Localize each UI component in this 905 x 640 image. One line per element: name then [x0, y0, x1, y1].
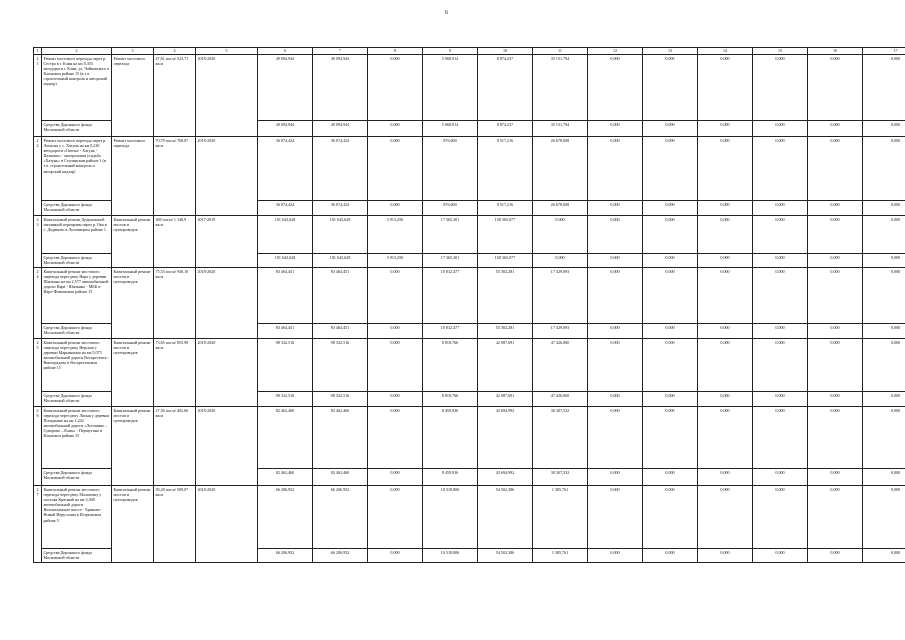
column-number: 9 — [423, 48, 478, 55]
amount-cell: 0,000 — [808, 324, 863, 339]
amount-cell: 82 462,460 — [258, 469, 313, 486]
amount-cell: 8 818,766 — [423, 339, 478, 392]
amount-cell: 0,000 — [808, 137, 863, 201]
amount-cell: 181 643,628 — [313, 254, 368, 268]
amount-cell: 0,000 — [643, 121, 698, 137]
row-number: 24 — [34, 268, 42, 339]
amount-cell: 5 068,914 — [423, 121, 478, 137]
period: 2018-2020 — [196, 339, 258, 407]
amount-cell: 0,000 — [643, 324, 698, 339]
amount-cell: 0,000 — [368, 407, 423, 469]
amount-cell: 0,000 — [753, 324, 808, 339]
amount-cell: 54 502,386 — [478, 486, 533, 549]
work-type: Капитальный ремонт мостов и путепроводов — [112, 407, 154, 486]
amount-cell: 17 365,301 — [423, 216, 478, 254]
amount-cell: 0,000 — [863, 254, 905, 268]
amount-cell: 17 329,693 — [533, 324, 588, 339]
period: 2018-2020 — [196, 407, 258, 486]
amount-cell: 0,000 — [698, 254, 753, 268]
amount-cell: 17 329,693 — [533, 268, 588, 324]
amount-cell: 98 332,516 — [313, 392, 368, 407]
amount-cell: 26 678,608 — [533, 201, 588, 216]
amount-cell: 83 464,451 — [258, 268, 313, 324]
amount-cell: 0,000 — [368, 549, 423, 563]
amount-cell: 36 074,424 — [313, 201, 368, 216]
amount-cell: 8 874,237 — [478, 121, 533, 137]
amount-cell: 0,000 — [698, 268, 753, 324]
amount-cell: 8 517,216 — [478, 137, 533, 201]
row-number: 26 — [34, 407, 42, 486]
table-row — [34, 407, 905, 469]
amount-cell: 0,000 — [588, 392, 643, 407]
period: 2018-2020 — [196, 268, 258, 339]
amount-cell: 0,000 — [643, 268, 698, 324]
column-number: 8 — [368, 48, 423, 55]
amount-cell: 0,000 — [863, 55, 905, 121]
period: 2018-2020 — [196, 137, 258, 216]
amount-cell: 0,000 — [698, 137, 753, 201]
amount-cell: 82 462,460 — [258, 407, 313, 469]
amount-cell: 0,000 — [808, 201, 863, 216]
amount-cell: 98 332,516 — [258, 339, 313, 392]
amount-cell: 0,000 — [588, 469, 643, 486]
amount-cell: 1 385,761 — [533, 549, 588, 563]
object-name: Капитальный ремонт мостового перехода через реку Малаговку у поселка Красный на км 3,300 автомобильной дороги Волоколамское шоссе - Брыково - Новый Иерусалим в Истринском районе 5 — [42, 486, 112, 549]
amount-cell: 0,000 — [863, 549, 905, 563]
amount-cell: 0,000 — [863, 339, 905, 392]
amount-cell: 0,000 — [808, 392, 863, 407]
amount-cell: 0,000 — [588, 407, 643, 469]
amount-cell: 158 365,077 — [478, 254, 533, 268]
funding-source: Средства Дорожного фонда Московской области — [42, 121, 112, 137]
work-type: Ремонт мостового перехода — [112, 137, 154, 216]
table-row — [34, 339, 905, 392]
amount-cell: 0,000 — [643, 486, 698, 549]
row-number: 22 — [34, 137, 42, 216]
amount-cell: 82 462,460 — [313, 407, 368, 469]
table-row — [34, 55, 905, 121]
amount-cell: 0,000 — [863, 216, 905, 254]
amount-cell: 83 464,451 — [313, 324, 368, 339]
amount-cell: 0,000 — [753, 469, 808, 486]
amount-cell: 30 307,532 — [533, 469, 588, 486]
amount-cell: 0,000 — [698, 324, 753, 339]
amount-cell: 10 318,806 — [423, 486, 478, 549]
amount-cell: 0,000 — [588, 268, 643, 324]
amount-cell: 0,000 — [643, 216, 698, 254]
amount-cell: 0,000 — [808, 121, 863, 137]
capacity: 47,61 пог.м/ 523,71 кв.м — [154, 55, 196, 137]
amount-cell: 0,000 — [808, 268, 863, 324]
amount-cell: 0,000 — [808, 469, 863, 486]
row-number: 25 — [34, 339, 42, 407]
funding-source: Средства Дорожного фонда Московской области — [42, 201, 112, 216]
amount-cell: 0,000 — [808, 549, 863, 563]
amount-cell: 0,000 — [698, 339, 753, 392]
column-number: 10 — [478, 48, 533, 55]
table-row — [34, 486, 905, 549]
amount-cell: 0,000 — [368, 55, 423, 121]
amount-cell: 8 818,766 — [423, 392, 478, 407]
amount-cell: 0,000 — [698, 216, 753, 254]
work-type: Капитальный ремонт мостов и путепроводов — [112, 216, 154, 268]
amount-cell: 0,000 — [863, 407, 905, 469]
amount-cell: 0,000 — [863, 121, 905, 137]
amount-cell: 8 459,936 — [423, 469, 478, 486]
amount-cell: 0,000 — [588, 55, 643, 121]
amount-cell: 66 206,952 — [313, 549, 368, 563]
amount-cell: 5 068,914 — [423, 55, 478, 121]
amount-cell: 0,000 — [368, 339, 423, 392]
amount-cell: 0,000 — [643, 137, 698, 201]
amount-cell: 0,000 — [643, 549, 698, 563]
amount-cell: 0,000 — [588, 121, 643, 137]
amount-cell: 66 206,952 — [258, 486, 313, 549]
object-name: Капитальный ремонт Дединовской наплавной переправы через р. Ока в с. Дединово в Луховицком районе 1 — [42, 216, 112, 254]
amount-cell: 0,000 — [588, 254, 643, 268]
amount-cell: 0,000 — [368, 324, 423, 339]
amount-cell: 42 087,691 — [478, 339, 533, 392]
amount-cell: 43 694,992 — [478, 469, 533, 486]
table-row — [34, 268, 905, 324]
amount-cell: 30 307,532 — [533, 407, 588, 469]
amount-cell: 0,000 — [863, 137, 905, 201]
amount-cell: 0,000 — [863, 201, 905, 216]
amount-cell: 0,000 — [368, 137, 423, 201]
column-number: 12 — [588, 48, 643, 55]
amount-cell: 0,000 — [588, 339, 643, 392]
amount-cell: 49 094,944 — [258, 121, 313, 137]
amount-cell: 0,000 — [753, 407, 808, 469]
amount-cell: 0,000 — [753, 201, 808, 216]
column-number: 14 — [698, 48, 753, 55]
column-number: 4 — [154, 48, 196, 55]
amount-cell: 181 643,628 — [258, 254, 313, 268]
amount-cell: 0,000 — [753, 137, 808, 201]
amount-cell: 181 643,628 — [313, 216, 368, 254]
amount-cell: 0,000 — [588, 201, 643, 216]
funding-source: Средства Дорожного фонда Московской области — [42, 549, 112, 563]
amount-cell: 0,000 — [863, 268, 905, 324]
amount-cell: 0,000 — [643, 201, 698, 216]
amount-cell: 0,000 — [588, 486, 643, 549]
amount-cell: 0,000 — [368, 201, 423, 216]
amount-cell: 55 302,281 — [478, 268, 533, 324]
amount-cell: 1 385,761 — [533, 486, 588, 549]
work-type: Капитальный ремонт мостов и путепроводов — [112, 268, 154, 339]
amount-cell: 0,000 — [753, 254, 808, 268]
column-number: 2 — [42, 48, 112, 55]
amount-cell: 36 074,424 — [258, 137, 313, 201]
amount-cell: 0,000 — [753, 549, 808, 563]
amount-cell: 0,000 — [533, 216, 588, 254]
amount-cell: 98 332,516 — [258, 392, 313, 407]
amount-cell: 0,000 — [588, 549, 643, 563]
amount-cell: 0,000 — [588, 324, 643, 339]
amount-cell: 35 151,794 — [533, 55, 588, 121]
amount-cell: 66 206,952 — [258, 549, 313, 563]
period: 2018-2020 — [196, 55, 258, 137]
amount-cell: 0,000 — [588, 216, 643, 254]
amount-cell: 49 094,944 — [313, 55, 368, 121]
amount-cell: 10 832,477 — [423, 324, 478, 339]
funding-source: Средства Дорожного фонда Московской области — [42, 324, 112, 339]
amount-cell: 49 094,944 — [258, 55, 313, 121]
amount-cell: 36 074,424 — [313, 137, 368, 201]
capacity: 39,28 пог.м/ 509,07 кв.м — [154, 486, 196, 563]
amount-cell: 0,000 — [368, 486, 423, 549]
capacity: 73,65 пог.м/ 855,90 кв.м — [154, 339, 196, 407]
amount-cell: 5 913,250 — [368, 216, 423, 254]
amount-cell: 8 874,237 — [478, 55, 533, 121]
amount-cell: 5 913,250 — [368, 254, 423, 268]
amount-cell: 0,000 — [698, 201, 753, 216]
amount-cell: 0,000 — [643, 407, 698, 469]
amount-cell: 17 365,301 — [423, 254, 478, 268]
amount-cell: 66 206,952 — [313, 486, 368, 549]
amount-cell: 0,000 — [368, 392, 423, 407]
amount-cell: 0,000 — [808, 254, 863, 268]
amount-cell: 83 464,451 — [258, 324, 313, 339]
amount-cell: 47 426,060 — [533, 339, 588, 392]
page-number: 6 — [445, 10, 448, 16]
amount-cell: 36 074,424 — [258, 201, 313, 216]
column-number: 3 — [112, 48, 154, 55]
amount-cell: 54 502,386 — [478, 549, 533, 563]
amount-cell: 0,000 — [643, 392, 698, 407]
amount-cell: 26 678,608 — [533, 137, 588, 201]
amount-cell: 98 332,516 — [313, 339, 368, 392]
amount-cell: 0,000 — [808, 407, 863, 469]
amount-cell: 35 151,794 — [533, 121, 588, 137]
amount-cell: 10 832,477 — [423, 268, 478, 324]
work-type: Ремонт мостового перехода — [112, 55, 154, 137]
capacity: 75,53 пог.м/ 940,10 кв.м — [154, 268, 196, 339]
funding-source: Средства Дорожного фонда Московской области — [42, 469, 112, 486]
amount-cell: 181 643,628 — [258, 216, 313, 254]
column-number: 7 — [313, 48, 368, 55]
object-name: Капитальный ремонт мостового перехода через реку Нерская у деревни Марьинкино на км 5,075 автомобильной дороги Воскресенск - Виноградово в Воскресенском районе 15 — [42, 339, 112, 392]
object-name: Ремонт мостового перехода через р. Сестра в г. Клин на км 0,355 автодороги г. Клин, ул. Чайковского в Клинском районе 15 (в т.ч. строительный контроль и авторский надзор) — [42, 55, 112, 121]
column-number: 17 — [863, 48, 905, 55]
amount-cell: 158 365,077 — [478, 216, 533, 254]
column-number: 6 — [258, 48, 313, 55]
amount-cell: 0,000 — [698, 55, 753, 121]
amount-cell: 0,000 — [643, 339, 698, 392]
amount-cell: 0,000 — [643, 469, 698, 486]
amount-cell: 0,000 — [863, 392, 905, 407]
amount-cell: 0,000 — [698, 486, 753, 549]
column-number: 13 — [643, 48, 698, 55]
amount-cell: 0,000 — [698, 392, 753, 407]
amount-cell: 47 426,060 — [533, 392, 588, 407]
table-row — [34, 216, 905, 254]
capacity: 300 пог.м/ 1 140,9 кв.м — [154, 216, 196, 268]
amount-cell: 83 464,451 — [313, 268, 368, 324]
amount-cell: 0,000 — [808, 486, 863, 549]
column-number: 15 — [753, 48, 808, 55]
table-row — [34, 137, 905, 201]
amount-cell: 0,000 — [863, 324, 905, 339]
amount-cell: 876,600 — [423, 137, 478, 201]
amount-cell: 42 087,691 — [478, 392, 533, 407]
column-number-row — [34, 48, 905, 55]
amount-cell: 0,000 — [643, 55, 698, 121]
row-number: 27 — [34, 486, 42, 563]
amount-cell: 8 459,936 — [423, 407, 478, 469]
object-name: Ремонт мостового перехода через р. Лопасня у с. Хатунь на км 0,230 автодороги «Ополье - Хатунь - Палкино» - центральная усадьба «Хатунь» в Ступинском районе 1 (в т.ч. строительный контроль и авторский надзор) — [42, 137, 112, 201]
funding-source: Средства Дорожного фонда Московской области — [42, 254, 112, 268]
column-number: 16 — [808, 48, 863, 55]
capacity: 27,56 пог.м/ 402,66 кв.м — [154, 407, 196, 486]
amount-cell: 0,000 — [753, 268, 808, 324]
funding-source: Средства Дорожного фонда Московской области — [42, 392, 112, 407]
work-type: Капитальный ремонт мостов и путепроводов — [112, 486, 154, 563]
amount-cell: 0,000 — [643, 254, 698, 268]
amount-cell: 0,000 — [698, 121, 753, 137]
work-type: Капитальный ремонт мостов и путепроводов — [112, 339, 154, 407]
amount-cell: 8 517,216 — [478, 201, 533, 216]
amount-cell: 0,000 — [753, 339, 808, 392]
amount-cell: 0,000 — [753, 121, 808, 137]
amount-cell: 0,000 — [368, 268, 423, 324]
capacity: 70,79 пог.м/ 768,07 кв.м — [154, 137, 196, 216]
amount-cell: 0,000 — [753, 55, 808, 121]
amount-cell: 0,000 — [808, 216, 863, 254]
amount-cell: 0,000 — [588, 137, 643, 201]
object-name: Капитальный ремонт мостового перехода через реку Нара у деревни Шапкино на км 2,577 автомобильной дороги Нара - Шапкино - МБК в Наро-Фоминском районе 15 — [42, 268, 112, 324]
amount-cell: 0,000 — [863, 486, 905, 549]
amount-cell: 0,000 — [368, 121, 423, 137]
amount-cell: 0,000 — [753, 216, 808, 254]
column-number: 5 — [196, 48, 258, 55]
amount-cell: 55 302,281 — [478, 324, 533, 339]
amount-cell: 0,000 — [808, 55, 863, 121]
amount-cell: 0,000 — [698, 469, 753, 486]
amount-cell: 82 462,460 — [313, 469, 368, 486]
amount-cell: 0,000 — [753, 392, 808, 407]
amount-cell: 0,000 — [808, 339, 863, 392]
object-name: Капитальный ремонт мостового перехода через реку Липня у деревни Попадьино на км 1,242 автомобильной дороги «Лотошино – Суворово – Клин» - Першутино в Клинском районе 15 — [42, 407, 112, 469]
column-number: 1 — [34, 48, 42, 55]
amount-cell: 0,000 — [698, 549, 753, 563]
amount-cell: 0,000 — [368, 469, 423, 486]
amount-cell: 0,000 — [753, 486, 808, 549]
row-number: 23 — [34, 216, 42, 268]
amount-cell: 10 318,806 — [423, 549, 478, 563]
column-number: 11 — [533, 48, 588, 55]
amount-cell: 876,600 — [423, 201, 478, 216]
amount-cell: 0,000 — [533, 254, 588, 268]
row-number: 21 — [34, 55, 42, 137]
amount-cell: 0,000 — [863, 469, 905, 486]
works-table — [33, 47, 905, 563]
period: 2017-2019 — [196, 216, 258, 268]
amount-cell: 49 094,944 — [313, 121, 368, 137]
amount-cell: 0,000 — [698, 407, 753, 469]
period: 2018-2020 — [196, 486, 258, 563]
table-body — [34, 48, 905, 563]
amount-cell: 43 694,992 — [478, 407, 533, 469]
